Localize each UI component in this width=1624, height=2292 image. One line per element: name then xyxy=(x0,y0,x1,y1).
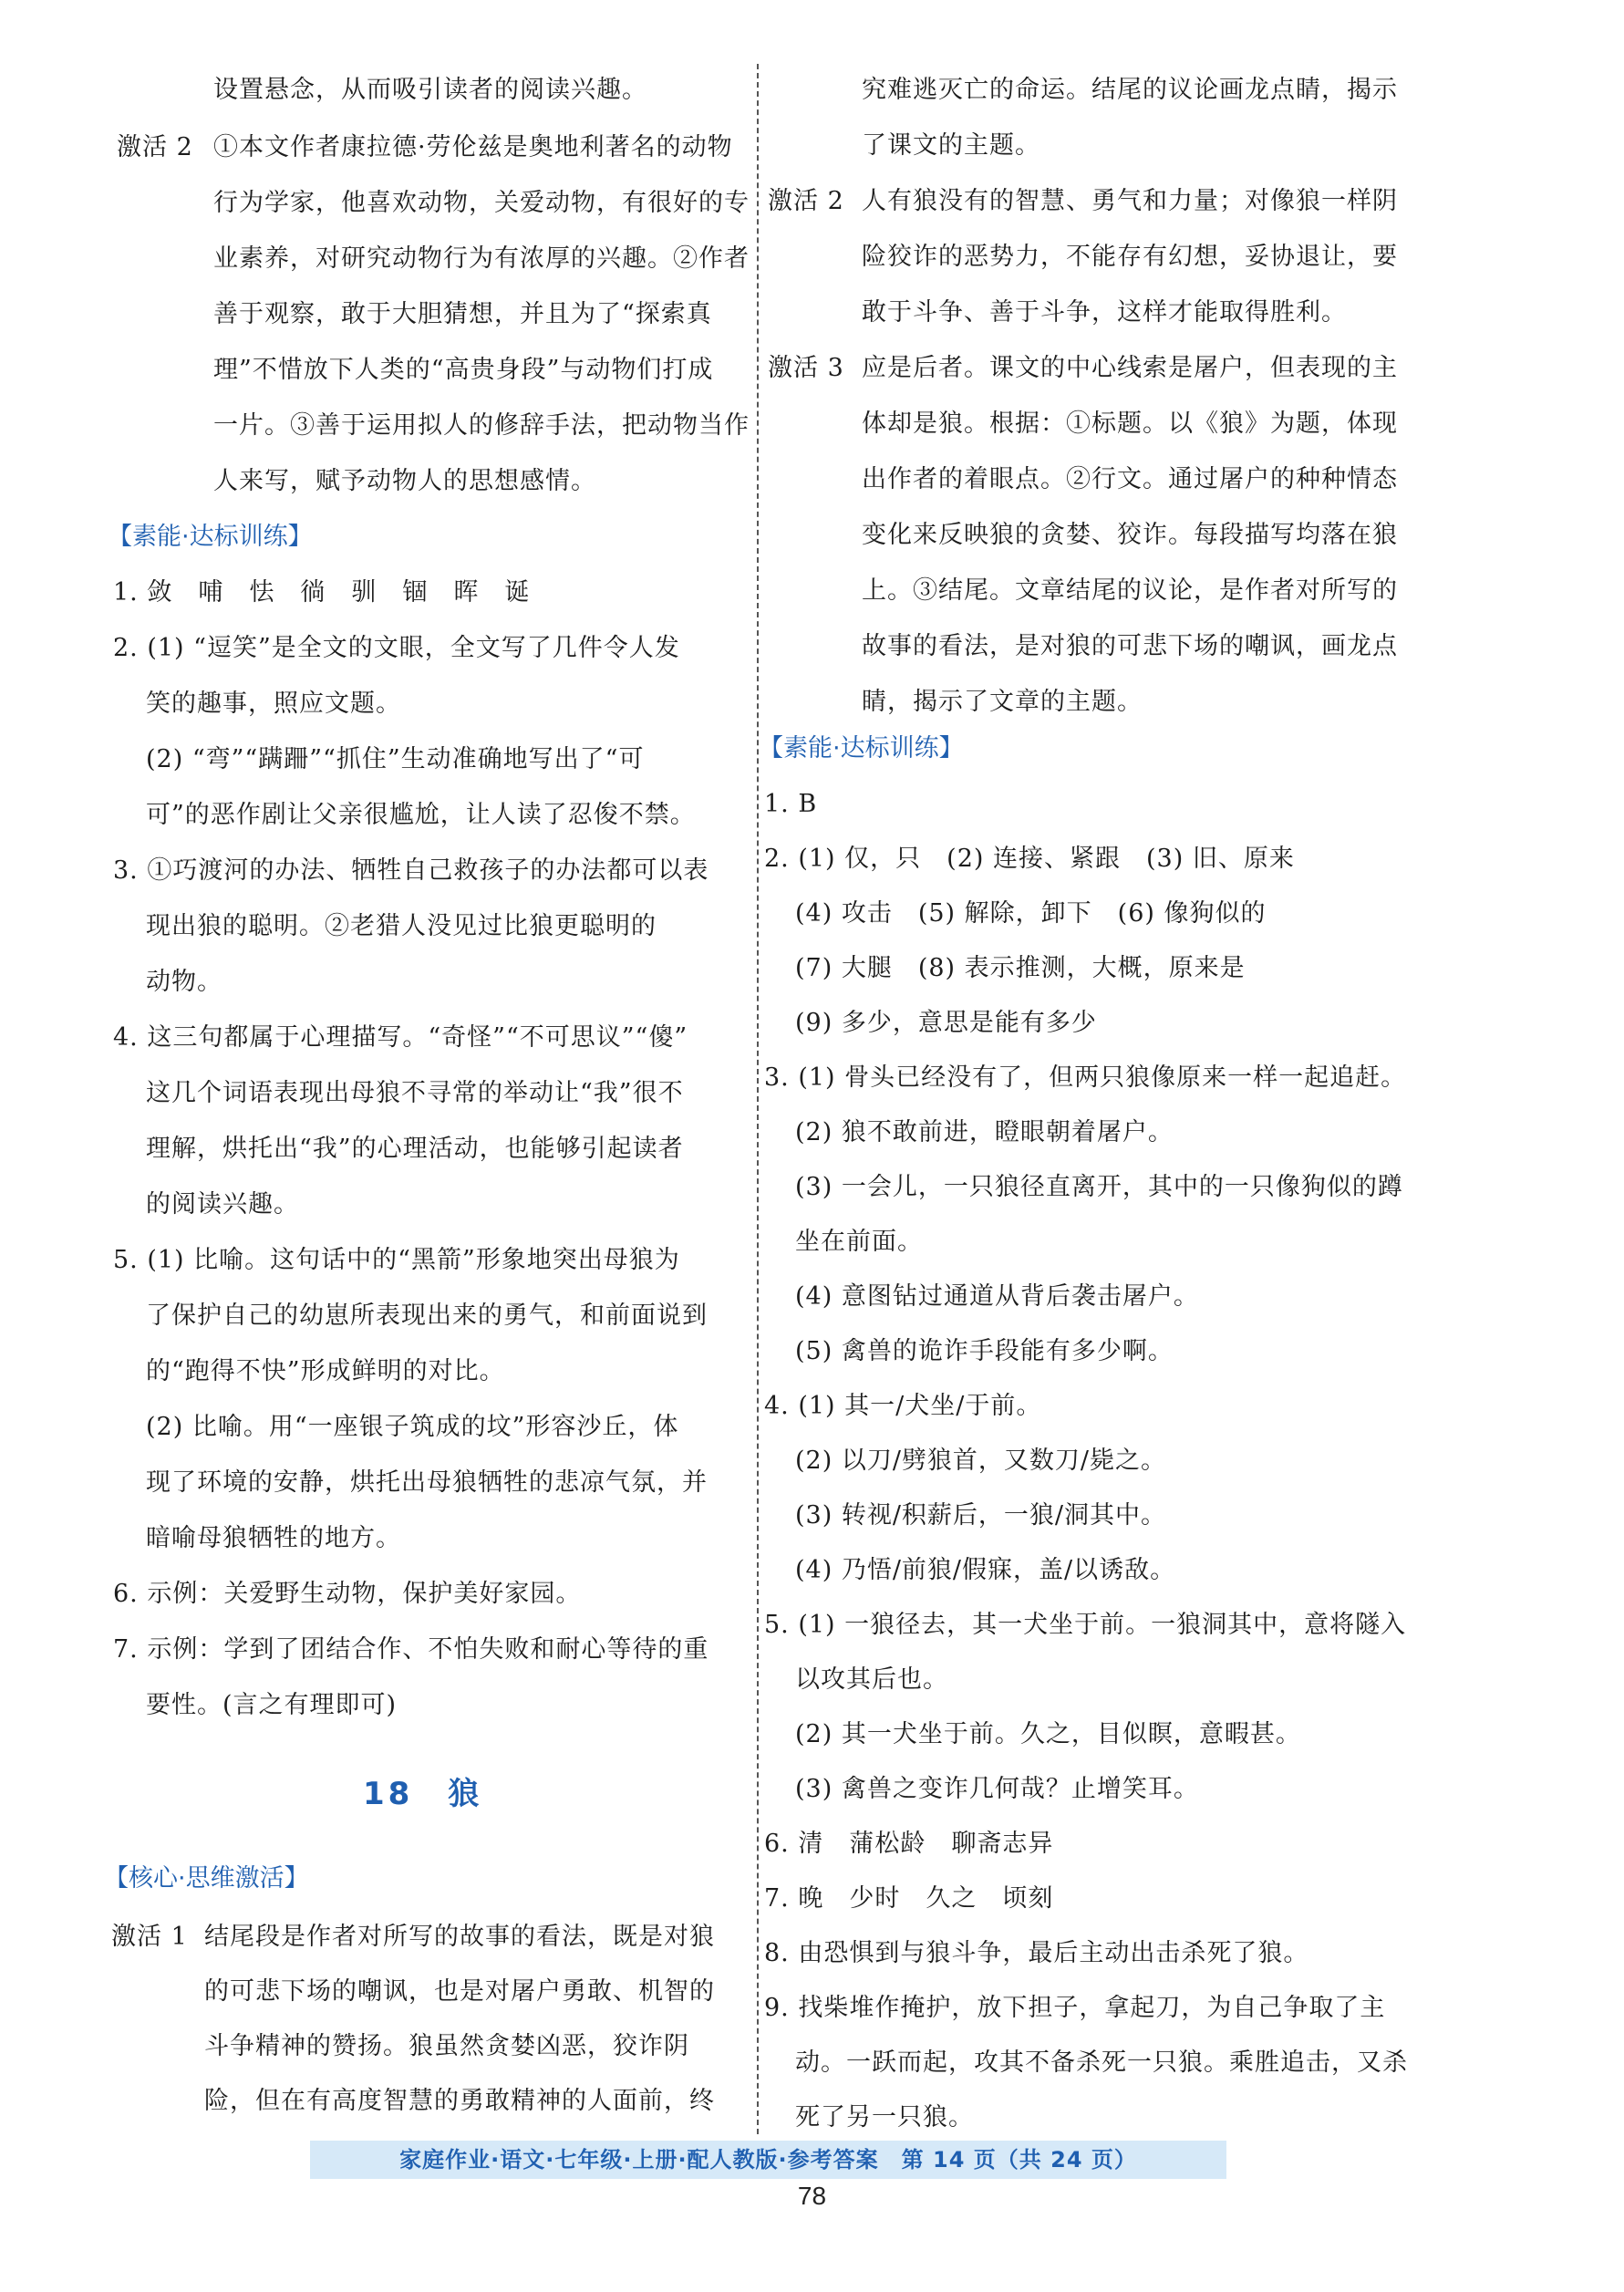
text-line: 应是后者。课文的中心线索是屠户，但表现的主 xyxy=(862,354,1398,382)
answer-line: (7) 大腿 (8) 表示推测，大概，原来是 xyxy=(795,954,1246,982)
text-line: 上。③结尾。文章结尾的议论，是作者对所写的 xyxy=(862,576,1398,605)
answer-line: 这几个词语表现出母狼不寻常的举动让“我”很不 xyxy=(146,1079,684,1107)
answer-line: (4) 意图钻过通道从背后袭击屠户。 xyxy=(795,1282,1199,1311)
answer-line: 4. 这三句都属于心理描写。“奇怪”“不可思议”“傻” xyxy=(113,1023,688,1052)
activation-label: 激活 2 xyxy=(117,133,193,161)
answer-line: 现了环境的安静，烘托出母狼牺牲的悲凉气氛，并 xyxy=(146,1468,708,1497)
answer-line: 6. 示例：关爱野生动物，保护美好家园。 xyxy=(113,1580,582,1608)
activation-label: 激活 2 xyxy=(768,187,844,215)
answer-line: (4) 乃悟/前狼/假寐，盖/以诱敌。 xyxy=(795,1556,1176,1584)
answer-line: (2) 比喻。用“一座银子筑成的坟”形容沙丘，体 xyxy=(146,1413,679,1441)
text-line: 险狡诈的恶势力，不能存有幻想，妥协退让，要 xyxy=(862,243,1398,271)
answer-line: 7. 晚 少时 久之 顷刻 xyxy=(764,1884,1054,1913)
answer-line: (3) 禽兽之变诈几何哉？止增笑耳。 xyxy=(795,1775,1199,1803)
text-line: 善于观察，敢于大胆猜想，并且为了“探索真 xyxy=(213,300,712,328)
section-heading: 【素能·达标训练】 xyxy=(108,523,313,551)
answer-line: 动物。 xyxy=(146,968,222,996)
answer-line: 5. (1) 一狼径去，其一犬坐于前。一狼洞其中，意将隧入 xyxy=(764,1611,1407,1639)
answer-line: (3) 一会儿，一只狼径直离开，其中的一只像狗似的蹲 xyxy=(795,1173,1403,1201)
answer-line: (4) 攻击 (5) 解除，卸下 (6) 像狗似的 xyxy=(795,899,1267,928)
text-line: 设置悬念，从而吸引读者的阅读兴趣。 xyxy=(213,76,647,104)
text-line: ①本文作者康拉德·劳伦兹是奥地利著名的动物 xyxy=(213,133,733,161)
footer-text: 家庭作业·语文·七年级·上册·配人教版·参考答案 第 14 页（共 24 页） xyxy=(399,2147,1137,2173)
section-heading: 【核心·思维激活】 xyxy=(104,1864,309,1893)
answer-line: 动。一跃而起，攻其不备杀死一只狼。乘胜追击，又杀 xyxy=(795,2048,1408,2077)
column-divider xyxy=(757,64,759,2134)
text-line: 变化来反映狼的贪婪、狡诈。每段描写均落在狼 xyxy=(862,521,1398,549)
page-number: 78 xyxy=(797,2182,827,2210)
answer-line: 现出狼的聪明。②老猎人没见过比狼更聪明的 xyxy=(146,912,657,940)
answer-line: (2) 以刀/劈狼首，又数刀/毙之。 xyxy=(795,1447,1167,1475)
section-heading: 【素能·达标训练】 xyxy=(759,734,964,762)
text-line: 结尾段是作者对所写的故事的看法，既是对狼 xyxy=(204,1923,715,1951)
text-line: 出作者的着眼点。②行文。通过屠户的种种情态 xyxy=(862,465,1398,493)
answer-line: (5) 禽兽的诡诈手段能有多少啊。 xyxy=(795,1337,1174,1365)
answer-line: 坐在前面。 xyxy=(795,1228,923,1256)
text-line: 行为学家，他喜欢动物，关爱动物，有很好的专 xyxy=(213,189,750,217)
answer-line: 9. 找柴堆作掩护，放下担子，拿起刀，为自己争取了主 xyxy=(764,1994,1386,2022)
answer-line: 6. 清 蒲松龄 聊斋志异 xyxy=(764,1830,1054,1858)
text-line: 业素养，对研究动物行为有浓厚的兴趣。②作者 xyxy=(213,244,750,273)
answer-line: 1. B xyxy=(764,790,818,818)
answer-line: 要性。(言之有理即可) xyxy=(146,1691,398,1719)
text-line: 敢于斗争、善于斗争，这样才能取得胜利。 xyxy=(862,298,1347,327)
answer-line: 2. (1) 仅，只 (2) 连接、紧跟 (3) 旧、原来 xyxy=(764,845,1295,873)
text-line: 人来写，赋予动物人的思想感情。 xyxy=(213,467,596,495)
text-line: 一片。③善于运用拟人的修辞手法，把动物当作 xyxy=(213,411,750,440)
text-line: 人有狼没有的智慧、勇气和力量；对像狼一样阴 xyxy=(862,187,1398,215)
answer-line: 7. 示例：学到了团结合作、不怕失败和耐心等待的重 xyxy=(113,1635,709,1664)
answer-line: 5. (1) 比喻。这句话中的“黑箭”形象地突出母狼为 xyxy=(113,1246,680,1274)
answer-line: 理解，烘托出“我”的心理活动，也能够引起读者 xyxy=(146,1135,684,1163)
answer-line: 4. (1) 其一/犬坐/于前。 xyxy=(764,1392,1042,1420)
answer-line: (2) 狼不敢前进，瞪眼朝着屠户。 xyxy=(795,1118,1174,1146)
text-line: 了课文的主题。 xyxy=(862,131,1040,160)
answer-line: 以攻其后也。 xyxy=(795,1665,948,1694)
answer-line: (3) 转视/积薪后，一狼/洞其中。 xyxy=(795,1501,1167,1530)
answer-line: (2) “弯”“蹒跚”“抓住”生动准确地写出了“可 xyxy=(146,745,645,773)
answer-line: 的“跑得不快”形成鲜明的对比。 xyxy=(146,1357,505,1385)
answer-line: 暗喻母狼牺牲的地方。 xyxy=(146,1524,401,1552)
answer-line: 3. (1) 骨头已经没有了，但两只狼像原来一样一起追赶。 xyxy=(764,1063,1407,1092)
lesson-title: 18 狼 xyxy=(363,1776,483,1812)
answer-line: 可”的恶作剧让父亲很尴尬，让人读了忍俊不禁。 xyxy=(146,801,696,829)
text-line: 究难逃灭亡的命运。结尾的议论画龙点睛，揭示 xyxy=(862,76,1398,104)
answer-line: (2) 其一犬坐于前。久之，目似瞑，意暇甚。 xyxy=(795,1720,1301,1748)
text-line: 体却是狼。根据：①标题。以《狼》为题，体现 xyxy=(862,410,1398,438)
answer-line: 了保护自己的幼崽所表现出来的勇气，和前面说到 xyxy=(146,1302,708,1330)
answer-line: 2. (1) “逗笑”是全文的文眼，全文写了几件令人发 xyxy=(113,634,680,662)
activation-label: 激活 3 xyxy=(768,354,844,382)
answer-line: 3. ①巧渡河的办法、牺牲自己救孩子的办法都可以表 xyxy=(113,856,709,885)
answer-line: 的阅读兴趣。 xyxy=(146,1190,299,1219)
footer-banner xyxy=(310,2141,1226,2179)
text-line: 险，但在有高度智慧的勇敢精神的人面前，终 xyxy=(204,2087,715,2115)
answer-line: 死了另一只狼。 xyxy=(795,2103,974,2131)
text-line: 睛，揭示了文章的主题。 xyxy=(862,688,1143,716)
text-line: 理”不惜放下人类的“高贵身段”与动物们打成 xyxy=(213,356,714,384)
activation-label: 激活 1 xyxy=(111,1923,188,1951)
answer-line: 1. 敛 哺 怯 徜 驯 锢 晖 诞 xyxy=(113,578,531,607)
text-line: 故事的看法，是对狼的可悲下场的嘲讽，画龙点 xyxy=(862,632,1398,660)
answer-line: 8. 由恐惧到与狼斗争，最后主动出击杀死了狼。 xyxy=(764,1939,1309,1967)
text-line: 的可悲下场的嘲讽，也是对屠户勇敢、机智的 xyxy=(204,1977,715,2006)
answer-line: 笑的趣事，照应文题。 xyxy=(146,690,401,718)
text-line: 斗争精神的赞扬。狼虽然贪婪凶恶，狡诈阴 xyxy=(204,2032,689,2060)
answer-line: (9) 多少，意思是能有多少 xyxy=(795,1009,1097,1037)
